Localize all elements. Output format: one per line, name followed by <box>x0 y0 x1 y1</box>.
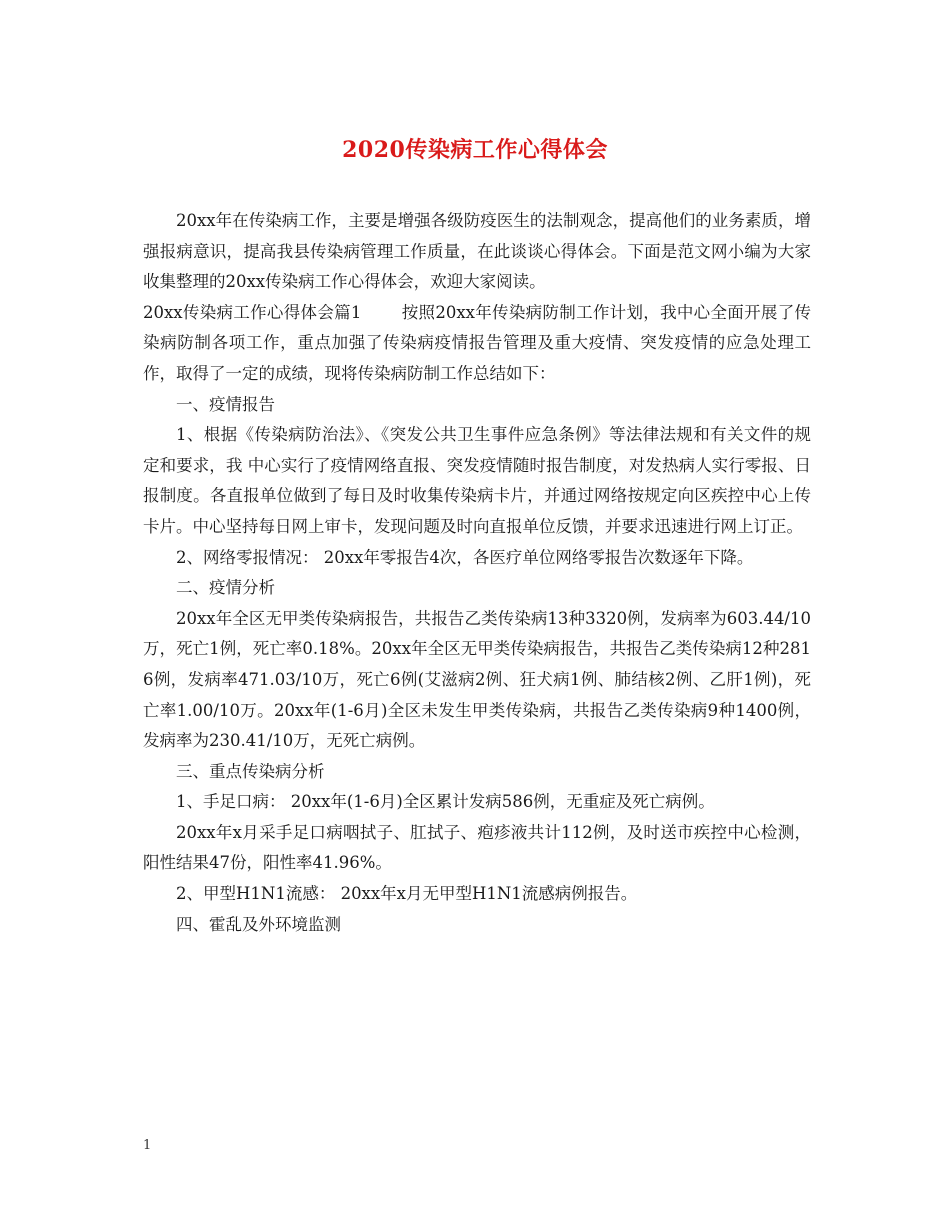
section2-paragraph-1: 20xx年全区无甲类传染病报告，共报告乙类传染病13种3320例，发病率为603.44/10万，死亡1例，死亡率0.18%。20xx年全区无甲类传染病报告，共报告乙类传染病12种2816例，发病率471.03/10万，死亡6例(艾滋病2例、狂犬病1例、肺结核2例、乙肝1例)，死亡率1.00/10万。20xx年(1-6月)全区未发生甲类传染病，共报告乙类传染病9种1400例，发病率为230.41/10万，无死亡病例。 <box>143 608 811 751</box>
section4-heading: 四、霍乱及外环境监测 <box>176 914 341 934</box>
section1-paragraph-2: 2、网络零报情况： 20xx年零报告4次，各医疗单位网络零报告次数逐年下降。 <box>176 547 754 567</box>
article-lead-paragraph <box>143 298 811 390</box>
page-number: 1 <box>143 1138 152 1153</box>
section3-paragraph-3: 2、甲型H1N1流感： 20xx年x月无甲型H1N1流感病例报告。 <box>176 884 638 904</box>
section1-paragraph-1: 1、根据《传染病防治法》、《突发公共卫生事件应急条例》等法律法规和有关文件的规定和要求，我 中心实行了疫情网络直报、突发疫情随时报告制度，对发热病人实行零报、日报制度。各直报单位做到了每日及时收集传染病卡片，并通过网络按规定向区疾控中心上传卡片。中心坚持每日网上审卡，发现问题及时向直报单位反馈，并要求迅速进行网上订正。 <box>143 425 811 536</box>
article-heading: 20xx传染病工作心得体会篇1 <box>143 302 362 322</box>
section3-heading: 三、重点传染病分析 <box>176 761 325 781</box>
document-title: 2020传染病工作心得体会 <box>342 137 608 163</box>
intro-paragraph: 20xx年在传染病工作，主要是增强各级防疫医生的法制观念，提高他们的业务素质，增强报病意识，提高我县传染病管理工作质量，在此谈谈心得体会。下面是范文网小编为大家收集整理的20xx传染病工作心得体会，欢迎大家阅读。 <box>143 211 811 292</box>
section3-paragraph-1: 1、手足口病： 20xx年(1-6月)全区累计发病586例，无重症及死亡病例。 <box>176 792 715 812</box>
article-lead: 按照20xx年传染病防制工作计划，我中心全面开展了传染病防制各项工作，重点加强了传染病疫情报告管理及重大疫情、突发疫情的应急处理工作，取得了一定的成绩，现将传染病防制工作总结如下： <box>143 302 811 383</box>
section2-heading: 二、疫情分析 <box>176 578 275 598</box>
section1-heading: 一、疫情报告 <box>176 394 275 414</box>
section3-paragraph-2: 20xx年x月采手足口病咽拭子、肛拭子、疱疹液共计112例，及时送市疾控中心检测，阳性结果47份，阳性率41.96%。 <box>143 822 811 873</box>
document-body <box>143 206 811 940</box>
